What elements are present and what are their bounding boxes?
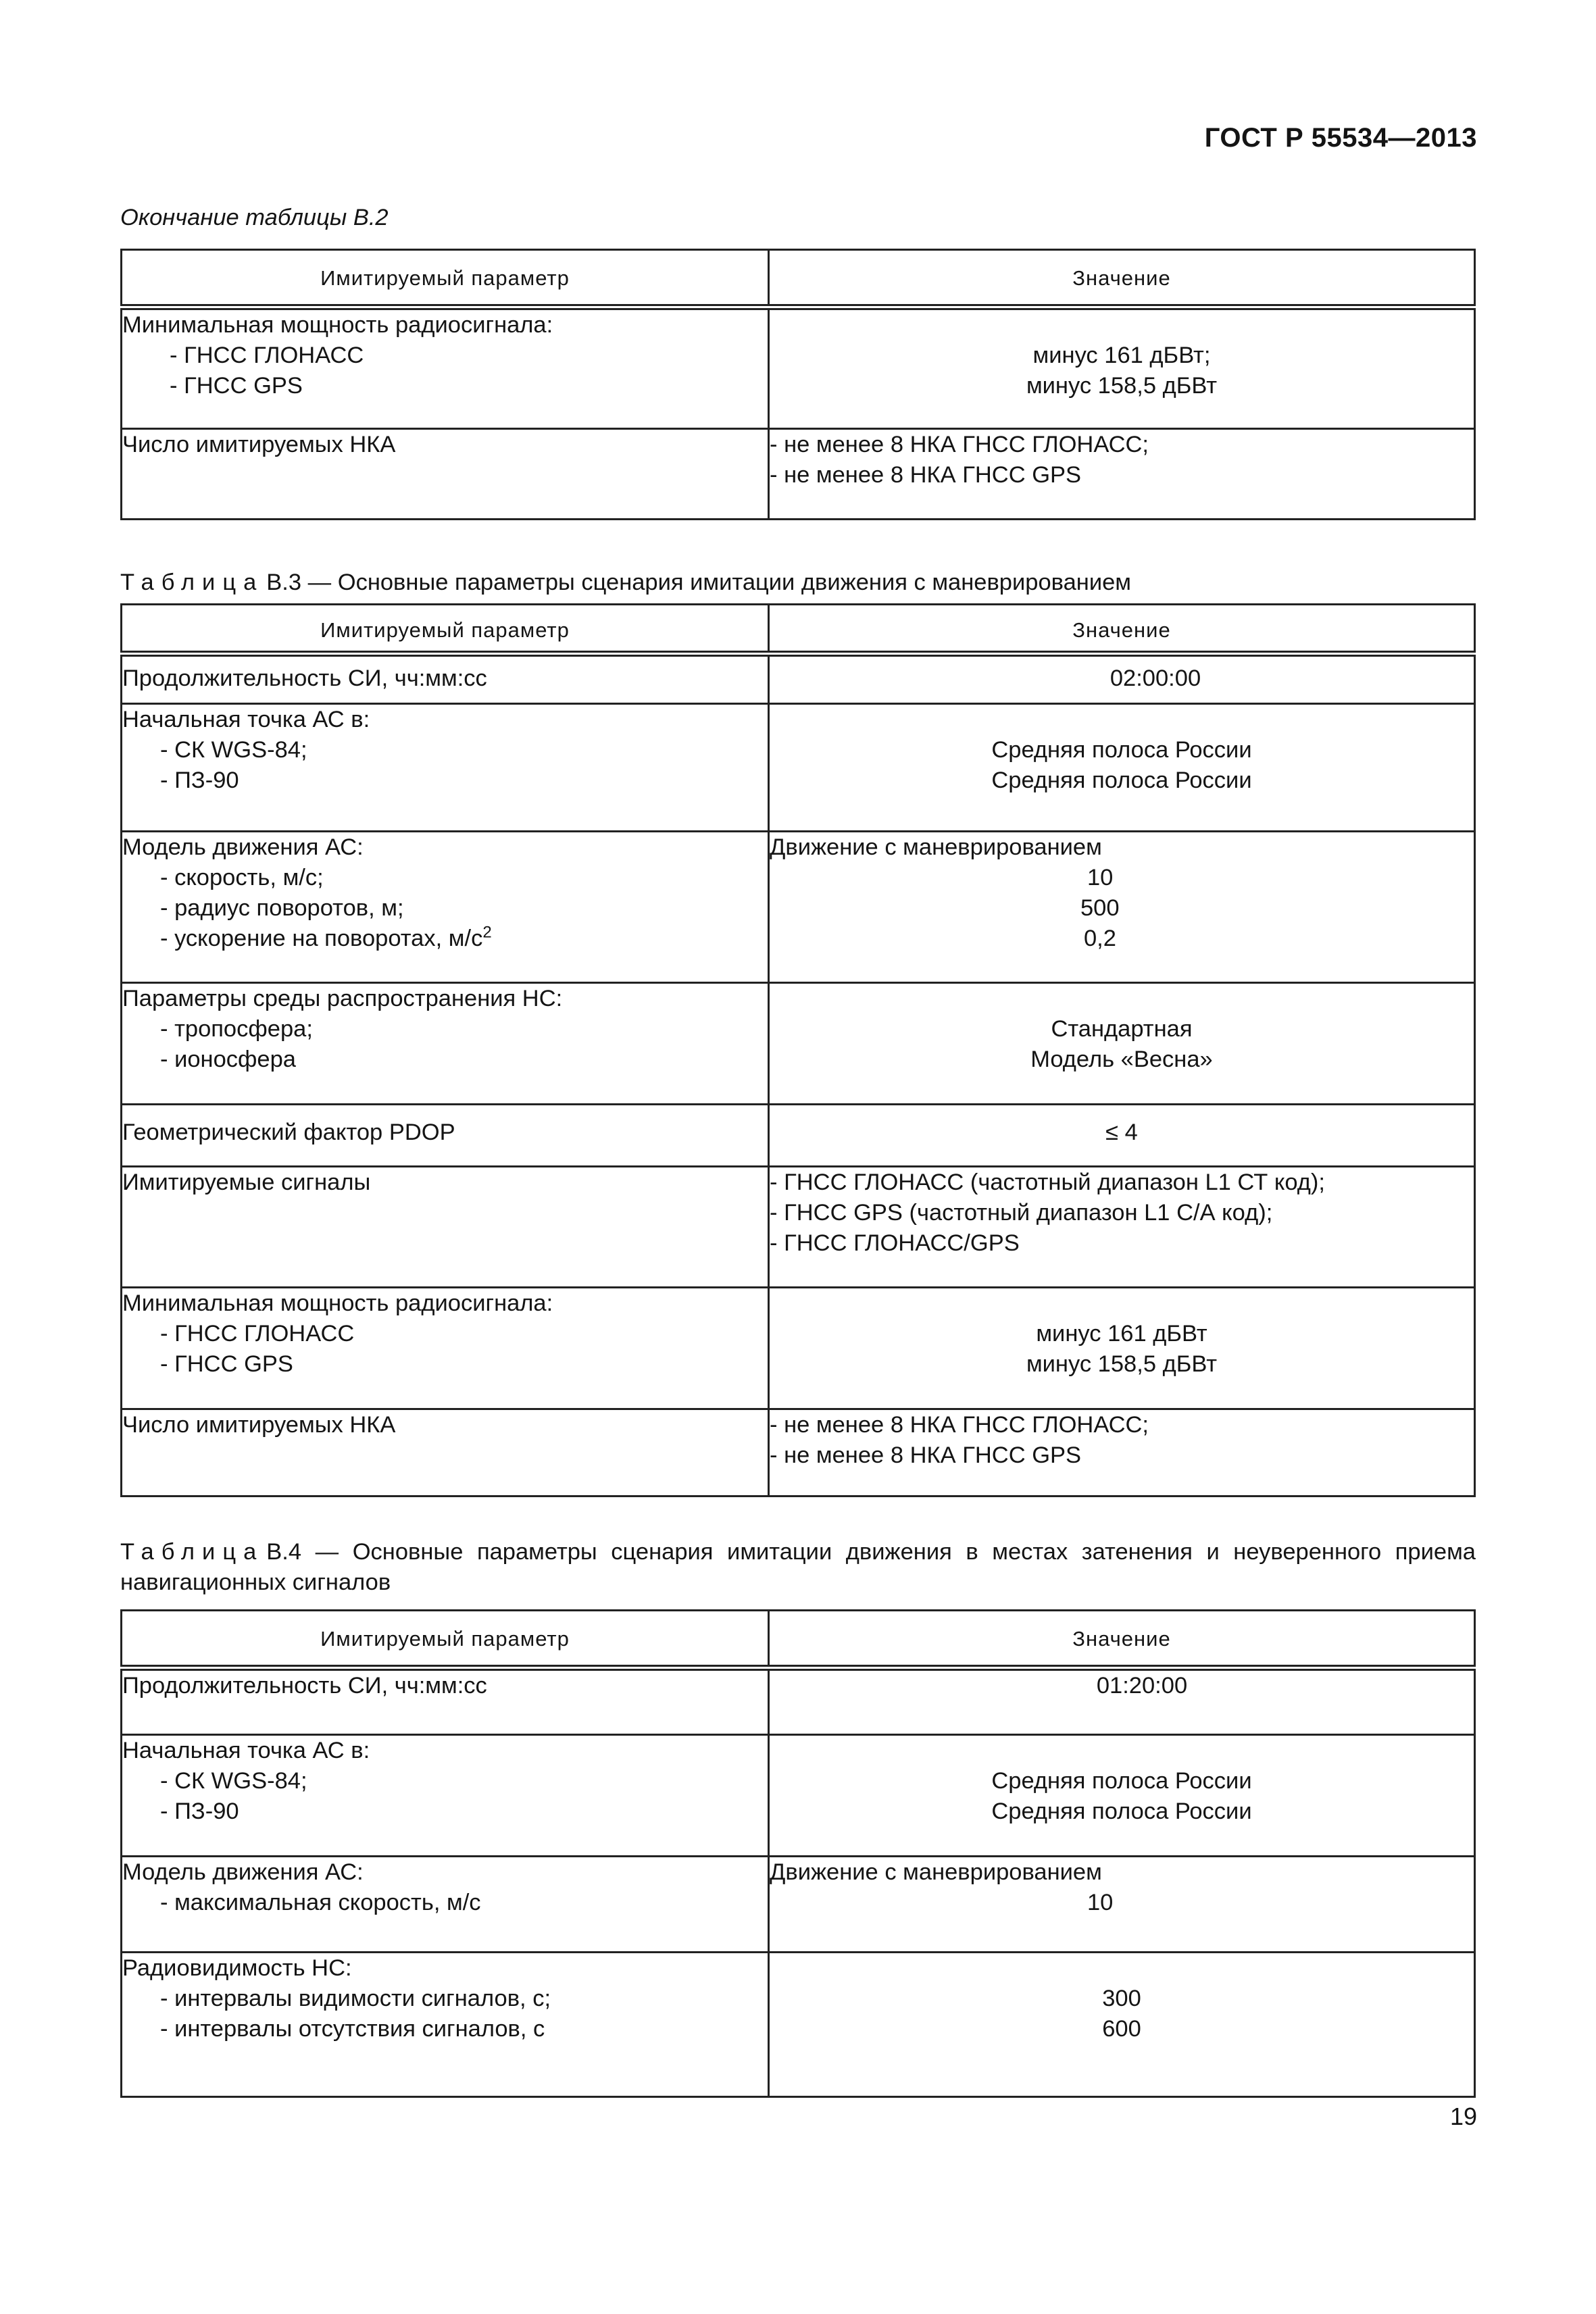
table-b4-caption xyxy=(120,1537,1476,1598)
param-text: Продолжительность СИ, чч:мм:сс xyxy=(122,665,487,691)
table-row xyxy=(122,1668,1475,1735)
table-row xyxy=(122,1105,1475,1167)
param-text: Геометрический фактор PDOP xyxy=(122,1120,455,1145)
table-b3-caption xyxy=(120,568,1131,598)
param-text: Начальная точка АС в: xyxy=(122,707,370,732)
table-row xyxy=(122,429,1475,520)
param-text: - СК WGS-84; xyxy=(160,737,307,763)
page-number: 19 xyxy=(1449,2103,1477,2130)
value-text: 10 xyxy=(1087,865,1114,890)
value-text: - не менее 8 НКА ГНСС GPS xyxy=(770,462,1082,488)
param-text: Число имитируемых НКА xyxy=(122,1412,396,1438)
value-text: Средняя полоса России xyxy=(991,737,1252,763)
table-b4-header-param: Имитируемый параметр xyxy=(122,1611,769,1668)
table-row xyxy=(122,1953,1475,2097)
param-text: Радиовидимость НС: xyxy=(122,1955,352,1981)
param-text: - СК WGS-84; xyxy=(160,1768,307,1794)
param-text: - ПЗ-90 xyxy=(160,768,239,793)
table-b3-caption-word: Таблица xyxy=(120,570,264,595)
value-text: - ГНСС ГЛОНАСС (частотный диапазон L1 СТ код); xyxy=(770,1169,1325,1195)
param-text: - скорость, м/с; xyxy=(160,865,324,890)
table-b3-header-value: Значение xyxy=(769,605,1475,654)
table-row xyxy=(122,983,1475,1105)
value-text: Средняя полоса России xyxy=(991,1768,1252,1794)
param-text: - тропосфера; xyxy=(160,1016,313,1042)
param-text: - ГНСС ГЛОНАСС xyxy=(170,343,364,368)
table-b4 xyxy=(120,1609,1476,2098)
param-text: Модель движения АС: xyxy=(122,834,364,860)
table-b3-header-param: Имитируемый параметр xyxy=(122,605,769,654)
value-text xyxy=(770,705,1474,735)
param-text: Продолжительность СИ, чч:мм:сс xyxy=(122,1673,487,1699)
table-b2-header-param: Имитируемый параметр xyxy=(122,250,769,307)
value-text: минус 158,5 дБВт xyxy=(1026,1351,1218,1377)
table-row xyxy=(122,1735,1475,1857)
table-row xyxy=(122,704,1475,832)
superscript: 2 xyxy=(482,923,492,942)
value-text: минус 161 дБВт; xyxy=(1032,343,1211,368)
table-b3 xyxy=(120,603,1476,1497)
value-text: - не менее 8 НКА ГНСС ГЛОНАСС; xyxy=(770,432,1149,457)
param-text: - ионосфера xyxy=(160,1047,296,1072)
param-text: - максимальная скорость, м/с xyxy=(160,1890,481,1915)
value-text xyxy=(770,1288,1474,1319)
value-text xyxy=(770,310,1474,341)
param-text: - ПЗ-90 xyxy=(160,1799,239,1824)
value-text: минус 158,5 дБВт xyxy=(1026,373,1218,399)
param-text: Модель движения АС: xyxy=(122,1859,364,1885)
table-row xyxy=(122,1288,1475,1409)
param-text: Число имитируемых НКА xyxy=(122,432,396,457)
table-b4-caption-word: Таблица xyxy=(120,1539,264,1565)
value-text: 10 xyxy=(1087,1890,1114,1915)
value-text: - не менее 8 НКА ГНСС ГЛОНАСС; xyxy=(770,1412,1149,1438)
value-text: ≤ 4 xyxy=(1105,1120,1138,1145)
table-b3-caption-text: В.3 — Основные параметры сценария имитации движения с маневрированием xyxy=(266,570,1131,595)
value-text: 0,2 xyxy=(1084,926,1116,951)
value-text: 600 xyxy=(1102,2016,1141,2042)
value-text xyxy=(770,984,1474,1014)
value-text: Средняя полоса России xyxy=(991,768,1252,793)
value-text: Стандартная xyxy=(1051,1016,1193,1042)
value-text: Модель «Весна» xyxy=(1030,1047,1213,1072)
value-text: Движение с маневрированием xyxy=(770,834,1102,860)
value-text xyxy=(770,1953,1474,1984)
param-text: Начальная точка АС в: xyxy=(122,1738,370,1763)
param-text: - ускорение на поворотах, м/с xyxy=(160,926,483,951)
value-text: Средняя полоса России xyxy=(991,1799,1252,1824)
param-text: - интервалы отсутствия сигналов, с xyxy=(160,2016,545,2042)
value-text: 500 xyxy=(1080,895,1120,921)
document-header: ГОСТ Р 55534—2013 xyxy=(1204,123,1477,153)
param-text: Минимальная мощность радиосигнала: xyxy=(122,1290,553,1316)
value-text: 300 xyxy=(1102,1986,1141,2011)
table-b2-header-value: Значение xyxy=(769,250,1475,307)
param-text: Минимальная мощность радиосигнала: xyxy=(122,312,553,338)
value-text: - не менее 8 НКА ГНСС GPS xyxy=(770,1442,1082,1468)
value-text: Движение с маневрированием xyxy=(770,1859,1102,1885)
value-text: 02:00:00 xyxy=(1109,665,1201,691)
table-row xyxy=(122,832,1475,983)
param-text: - ГНСС ГЛОНАСС xyxy=(160,1321,355,1347)
param-text: Имитируемые сигналы xyxy=(122,1169,371,1195)
table-row xyxy=(122,654,1475,704)
param-text: - интервалы видимости сигналов, с; xyxy=(160,1986,551,2011)
table-b4-header-value: Значение xyxy=(769,1611,1475,1668)
value-text: минус 161 дБВт xyxy=(1036,1321,1207,1347)
param-text: - ГНСС GPS xyxy=(170,373,303,399)
table-row xyxy=(122,1409,1475,1496)
param-text: - радиус поворотов, м; xyxy=(160,895,404,921)
param-text: - ГНСС GPS xyxy=(160,1351,293,1377)
table-row xyxy=(122,1857,1475,1953)
value-text xyxy=(770,1736,1474,1766)
table-row xyxy=(122,307,1475,429)
value-text: 01:20:00 xyxy=(1096,1673,1188,1699)
value-text: - ГНСС GPS (частотный диапазон L1 С/А код); xyxy=(770,1200,1273,1226)
table-b4-caption-text: В.4 — Основные параметры сценария имитации движения в местах затенения и неуверенного приема навигационных сигналов xyxy=(120,1539,1476,1595)
table-b2 xyxy=(120,249,1476,520)
value-text: - ГНСС ГЛОНАСС/GPS xyxy=(770,1230,1020,1256)
table-b2-caption: Окончание таблицы В.2 xyxy=(120,205,389,230)
table-row xyxy=(122,1167,1475,1288)
param-text: Параметры среды распространения НС: xyxy=(122,986,563,1011)
